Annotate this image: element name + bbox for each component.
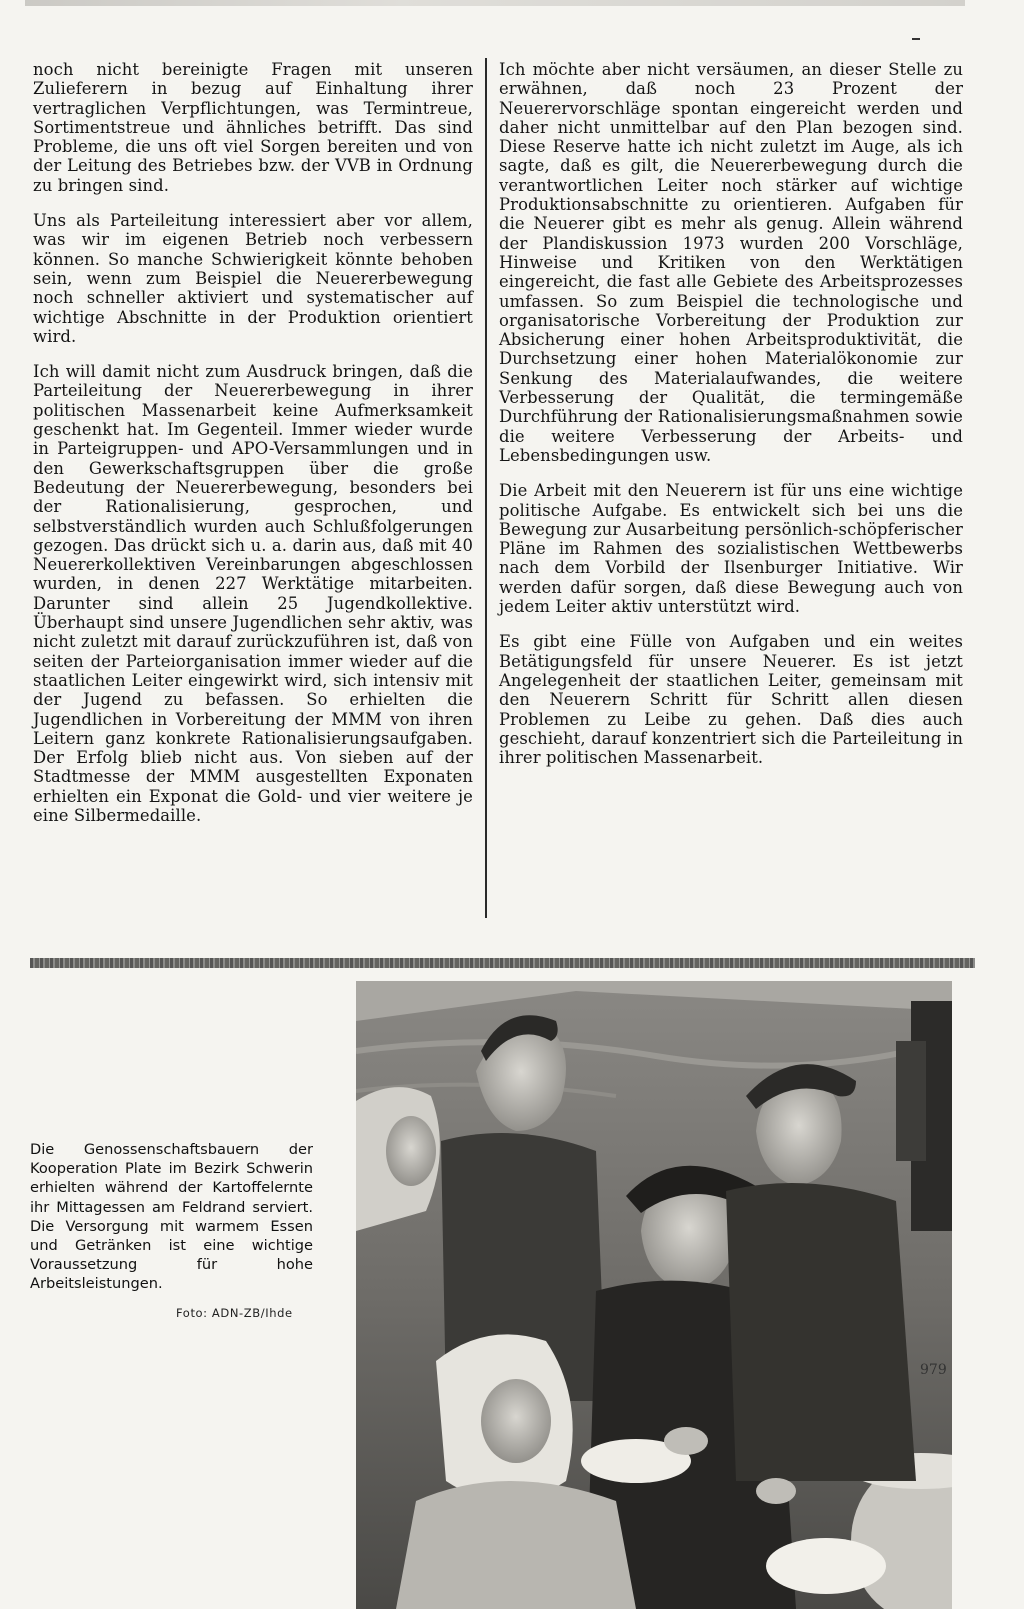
article-left-column [33,60,473,841]
page-number: 979 [920,1362,947,1378]
right-paragraph-1: Ich möchte aber nicht versäumen, an dieser Stelle zu erwähnen, daß noch 23 Prozent der Neuerervorschläge spontan eingereicht werden und daher nicht unmittelbar auf den Plan bezogen sind. Diese Reserve hatte ich nicht zuletzt im Auge, als ich sagte, daß es gilt, die Neuererbewegung durch die verantwortlichen Leiter noch stärker auf wichtige Produktionsabschnitte zu orientieren. Aufgaben für die Neuerer gibt es mehr als genug. Allein während der Plandiskussion 1973 wurden 200 Vorschläge, Hinweise und Kritiken von den Werktätigen eingereicht, die fast alle Gebiete des Arbeitsprozesses umfassen. So zum Beispiel die technologische und organisatorische Vorbereitung der Produktion zur Absicherung einer hohen Arbeitsproduktivität, die Durchsetzung einer hohen Materialökonomie zur Senkung des Materialaufwandes, die weitere Verbesserung der Qualität, die termingemäße Durchführung der Rationalisierungsmaßnahmen sowie die weitere Verbesserung der Arbeits- und Lebensbedingungen usw. [499,60,963,465]
article-right-column [499,60,963,783]
right-paragraph-2: Die Arbeit mit den Neuerern ist für uns eine wichtige politische Aufgabe. Es entwickelt sich bei uns die Bewegung zur Ausarbeitung persönlich-schöpferischer Pläne im Rahmen des sozialistischen Wettbewerbs nach dem Vorbild der Ilsenburger Initiative. Wir werden dafür sorgen, daß diese Bewegung auch von jedem Leiter aktiv unterstützt wird. [499,481,963,617]
photo-credit: Foto: ADN-ZB/Ihde [176,1306,293,1320]
photo-graphic [356,981,952,1609]
left-paragraph-1: noch nicht bereinigte Fragen mit unseren Zulieferern in bezug auf Einhaltung ihrer vertraglichen Verpflichtungen, was Termintreue, Sortimentstreue und ähnliches betrifft. Das sind Probleme, die uns oft viel Sorgen bereiten und von der Leitung des Betriebes bzw. der VVB in Ordnung zu bringen sind. [33,60,473,195]
column-divider [485,58,487,918]
photo-caption: Die Genossenschaftsbauern der Kooperation Plate im Bezirk Schwerin erhielten während der Kartoffelernte ihr Mittagessen am Feldrand serviert. Die Versorgung mit warmem Essen und Getränken ist eine wichtige Voraussetzung für hohe Arbeitsleistungen. [30,1141,313,1293]
section-separator-bar [30,958,975,968]
left-paragraph-3: Ich will damit nicht zum Ausdruck bringen, daß die Parteileitung der Neuererbewegung in ihrer politischen Massenarbeit keine Aufmerksamkeit geschenkt hat. Im Gegenteil. Immer wieder wurde in Parteigruppen- und APO-Versammlungen und in den Gewerkschaftsgruppen über die große Bedeutung der Neuererbewegung, besonders bei der Rationalisierung, gesprochen, und selbstverständlich wurden auch Schlußfolgerungen gezogen. Das drückt sich u. a. darin aus, daß mit 40 Neuererkollektiven Vereinbarungen abgeschlossen wurden, in denen 227 Werktätige mitarbeiten. Darunter sind allein 25 Jugendkollektive. Überhaupt sind unsere Jugendlichen sehr aktiv, was nicht zuletzt mit darauf zurückzuführen ist, daß von seiten der Parteiorganisation immer wieder auf die staatlichen Leiter eingewirkt wird, sich intensiv mit der Jugend zu befassen. So erhielten die Jugendlichen in Vorbereitung der MMM von ihren Leitern ganz konkrete Rationalisierungsaufgaben. Der Erfolg blieb nicht aus. Von sieben auf der Stadtmesse der MMM ausgestellten Exponaten erhielten ein Exponat die Gold- und vier weitere je eine Silbermedaille. [33,362,473,825]
left-paragraph-2: Uns als Parteileitung interessiert aber vor allem, was wir im eigenen Betrieb noch verbessern können. So manche Schwierigkeit könnte behoben sein, wenn zum Beispiel die Neuererbewegung noch schneller aktiviert und systematischer auf wichtige Abschnitte in der Produktion orientiert wird. [33,211,473,346]
right-paragraph-3: Es gibt eine Fülle von Aufgaben und ein weites Betätigungsfeld für unsere Neuerer. Es ist jetzt Angelegenheit der staatlichen Leiter, gemeinsam mit den Neuerern Schritt für Schritt allen diesen Problemen zu Leibe zu gehen. Daß dies auch geschieht, darauf konzentriert sich die Parteileitung in ihrer politischen Massenarbeit. [499,632,963,768]
corner-tick-mark [912,38,920,40]
top-scan-strip [25,0,965,6]
harvest-lunch-photo [356,981,952,1609]
